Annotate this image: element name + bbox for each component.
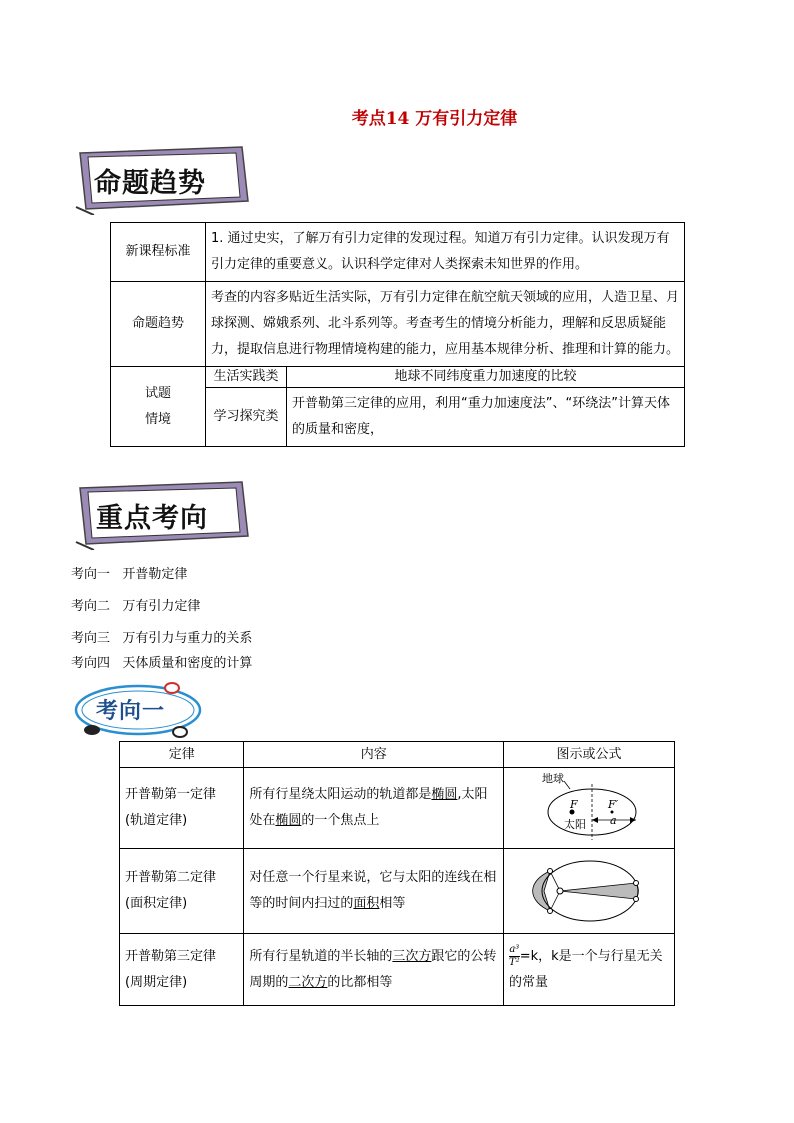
row1-label: 新课程标准 <box>111 223 206 282</box>
table-row <box>120 934 675 1006</box>
direction-item: 考向三 万有引力与重力的关系 <box>71 631 253 646</box>
fig-sun-label: 太阳 <box>564 818 586 831</box>
row2-text: 考查的内容多贴近生活实际，万有引力定律在航空航天领域的应用，人造卫星、月球探测、嫦娥系列、北斗系列等。考查考生的情境分析能力，理解和反思质疑能力，提取信息进行物理情境构建的能力，应用基本规律分析、推理和计算的能力。 <box>206 282 685 367</box>
kepler-formula <box>504 934 675 1006</box>
area-law-diagram-icon <box>504 849 674 933</box>
area-figure <box>504 849 675 934</box>
law-content: 对任意一个行星来说，它与太阳的连线在相等的时间内扫过的面积相等 <box>244 849 504 934</box>
table-row <box>120 849 675 934</box>
sub1-label: 生活实践类 <box>206 367 287 388</box>
orbit-diagram-icon <box>504 768 674 848</box>
law-content: 所有行星轨道的半长轴的三次方跟它的公转周期的二次方的比都相等 <box>244 934 504 1006</box>
fig-fp-label: F′ <box>608 798 619 811</box>
banner-direction-one-text: 考向一 <box>96 698 166 724</box>
law-name: 开普勒第一定律 (轨道定律) <box>120 768 244 849</box>
banner-trend <box>72 143 254 215</box>
fraction: $\frac{\text{a³}}{\text{T²}}$ <box>509 943 520 968</box>
table-row <box>120 768 675 849</box>
row2-label: 命题趋势 <box>111 282 206 367</box>
sub2-text: 开普勒第三定律的应用，利用“重力加速度法”、“环绕法”计算天体的质量和密度， <box>287 388 685 447</box>
row3-label: 试题 情境 <box>111 367 206 447</box>
direction-item: 考向二 万有引力定律 <box>71 599 201 614</box>
direction-item: 考向四 天体质量和密度的计算 <box>71 656 253 671</box>
trend-table <box>110 222 685 447</box>
sub1-text: 地球不同纬度重力加速度的比较 <box>287 367 685 388</box>
law-name: 开普勒第三定律 (周期定律) <box>120 934 244 1006</box>
ellipse-figure <box>504 768 675 849</box>
banner-trend-text: 命题趋势 <box>94 168 206 199</box>
banner-key <box>72 478 254 550</box>
law-header: 定律 <box>120 742 244 768</box>
row1-text: 1. 通过史实，了解万有引力定律的发现过程。知道万有引力定律。认识发现万有引力定律的重要意义。认识科学定律对人类探索未知世界的作用。 <box>206 223 685 282</box>
formula-text: =k，k是一个与行星无关的常量 <box>509 948 663 990</box>
page-title: 考点14 万有引力定律 <box>351 109 518 129</box>
direction-item: 考向一 开普勒定律 <box>71 567 188 582</box>
banner-key-text: 重点考向 <box>96 503 208 534</box>
law-header: 内容 <box>244 742 504 768</box>
sub2-label: 学习探究类 <box>206 388 287 447</box>
law-header: 图示或公式 <box>504 742 675 768</box>
law-content: 所有行星绕太阳运动的轨道都是椭圆,太阳处在椭圆的一个焦点上 <box>244 768 504 849</box>
banner-direction-one <box>68 680 208 742</box>
fig-f-label: F <box>570 798 578 811</box>
fig-earth-label: 地球 <box>542 772 564 785</box>
law-name: 开普勒第二定律 (面积定律) <box>120 849 244 934</box>
fig-a-label: a <box>610 814 617 827</box>
law-table <box>119 741 675 1006</box>
